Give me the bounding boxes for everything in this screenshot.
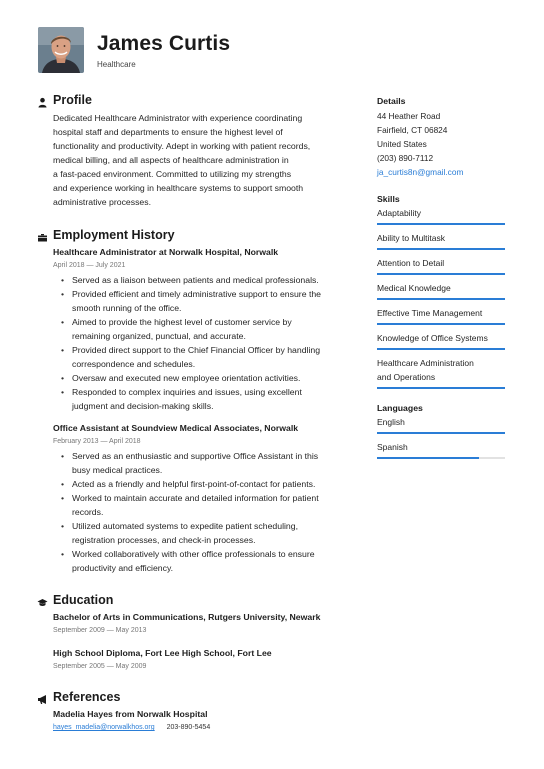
reference-name: Madelia Hayes from Norwalk Hospital bbox=[53, 709, 208, 719]
job-dates: February 2013 — April 2018 bbox=[53, 438, 141, 445]
skill-level-fill bbox=[377, 323, 505, 325]
reference-email-link[interactable]: hayes_madelia@norwalkhos.org bbox=[53, 724, 155, 731]
bullet-line: • Acted as a friendly and helpful first-point-of-contact for patients. bbox=[72, 479, 316, 489]
bullet-line: • Utilized automated systems to expedite patient scheduling, bbox=[72, 521, 299, 531]
employment-section bbox=[37, 227, 355, 575]
skill-level-fill bbox=[377, 348, 505, 350]
bullet-line: • Provided efficient and timely administrative support to ensure the bbox=[72, 289, 322, 299]
bullet-line: • Responded to complex inquiries and issues, using excellent bbox=[72, 387, 302, 397]
skill-label: Knowledge of Office Systems bbox=[377, 333, 488, 343]
skill-level-bar bbox=[377, 298, 505, 300]
skill-level-bar bbox=[377, 223, 505, 225]
skill-item bbox=[377, 306, 505, 325]
list-item bbox=[72, 519, 355, 547]
skill-level-fill bbox=[377, 298, 505, 300]
employment-title: Employment History bbox=[53, 228, 175, 242]
details-section bbox=[377, 95, 505, 179]
bullet-line: busy medical practices. bbox=[72, 465, 163, 475]
profile-line: and experience working in healthcare systems to support smooth bbox=[53, 183, 304, 193]
education-entry bbox=[37, 611, 355, 636]
skills-title: Skills bbox=[377, 194, 400, 204]
profile-section bbox=[37, 92, 355, 209]
graduation-cap-icon bbox=[37, 595, 48, 606]
city-line: Fairfield, CT 06824 bbox=[377, 125, 448, 135]
skill-level-bar bbox=[377, 323, 505, 325]
job-duties bbox=[72, 273, 355, 413]
resume-header bbox=[38, 27, 230, 73]
skill-level-bar bbox=[377, 387, 505, 389]
bullet-line: smooth running of the office. bbox=[72, 303, 182, 313]
list-item bbox=[72, 343, 355, 371]
bullet-line: productivity and efficiency. bbox=[72, 563, 174, 573]
address-line: 44 Heather Road bbox=[377, 111, 441, 121]
country-line: United States bbox=[377, 139, 427, 149]
job-dates: April 2018 — July 2021 bbox=[53, 262, 126, 269]
profile-summary bbox=[53, 111, 355, 209]
list-item bbox=[72, 477, 355, 491]
skill-label: Adaptability bbox=[377, 208, 421, 218]
bullet-line: remaining organized, punctual, and accurate. bbox=[72, 331, 246, 341]
candidate-name: James Curtis bbox=[97, 32, 231, 55]
list-item bbox=[72, 287, 355, 315]
profile-title: Profile bbox=[53, 93, 92, 107]
skill-item bbox=[377, 356, 505, 389]
education-title: Education bbox=[53, 593, 114, 607]
skill-level-bar bbox=[377, 248, 505, 250]
language-item bbox=[377, 440, 505, 459]
education-section bbox=[37, 592, 355, 672]
job-entry bbox=[37, 422, 355, 575]
profile-line: a fast-paced environment. Committed to utilizing my strengths bbox=[53, 169, 292, 179]
education-dates: September 2009 — May 2013 bbox=[53, 627, 147, 634]
job-title: Office Assistant at Soundview Medical Associates, Norwalk bbox=[53, 423, 299, 433]
list-item bbox=[72, 385, 355, 413]
bullet-line: • Aimed to provide the highest level of customer service by bbox=[72, 317, 292, 327]
reference-contact bbox=[53, 722, 355, 733]
briefcase-icon bbox=[37, 230, 48, 241]
bullet-line: • Served as an enthusiastic and supportive Office Assistant in this bbox=[72, 451, 319, 461]
skill-item bbox=[377, 256, 505, 275]
skill-level-bar bbox=[377, 348, 505, 350]
profile-line: hospital staff and departments to ensure the highest level of bbox=[53, 127, 283, 137]
education-dates: September 2005 — May 2009 bbox=[53, 663, 147, 670]
profile-photo bbox=[38, 27, 84, 73]
language-label: Spanish bbox=[377, 442, 408, 452]
skill-label: Medical Knowledge bbox=[377, 283, 451, 293]
phone-line: (203) 890-7112 bbox=[377, 153, 434, 163]
list-item bbox=[72, 547, 355, 575]
reference-phone: 203-890-5454 bbox=[166, 724, 211, 731]
language-label: English bbox=[377, 417, 405, 427]
profile-line: administrative processes. bbox=[53, 197, 152, 207]
person-icon bbox=[37, 95, 48, 106]
skill-level-fill bbox=[377, 248, 505, 250]
job-entry bbox=[37, 246, 355, 413]
skill-level-fill bbox=[377, 223, 505, 225]
profile-line: functionality and productivity. Adept in working with patient records, bbox=[53, 141, 311, 151]
language-level-bar bbox=[377, 432, 505, 434]
skill-label: Ability to Multitask bbox=[377, 233, 446, 243]
skill-label: Effective Time Management bbox=[377, 308, 483, 318]
degree-title: Bachelor of Arts in Communications, Rutgers University, Newark bbox=[53, 612, 321, 622]
skills-section bbox=[377, 193, 505, 389]
skill-level-fill bbox=[377, 387, 505, 389]
language-level-fill bbox=[377, 432, 505, 434]
sidebar-column bbox=[377, 95, 505, 465]
bullet-line: • Oversaw and executed new employee orientation activities. bbox=[72, 373, 301, 383]
email-link[interactable]: ja_curtis8n@gmail.com bbox=[377, 167, 464, 177]
list-item bbox=[72, 273, 355, 287]
references-title: References bbox=[53, 690, 121, 704]
skill-label: Healthcare Administration bbox=[377, 358, 474, 368]
bullet-line: correspondence and schedules. bbox=[72, 359, 196, 369]
details-title: Details bbox=[377, 96, 406, 106]
profile-line: Dedicated Healthcare Administrator with experience coordinating bbox=[53, 113, 303, 123]
profile-line: medical billing, and all aspects of healthcare administration in bbox=[53, 155, 289, 165]
bullet-line: • Served as a liaison between patients and medical professionals. bbox=[72, 275, 319, 285]
skill-label: and Operations bbox=[377, 372, 436, 382]
skill-label: Attention to Detail bbox=[377, 258, 445, 268]
job-title: Healthcare Administrator at Norwalk Hospital, Norwalk bbox=[53, 247, 279, 257]
bullet-line: • Worked to maintain accurate and detailed information for patient bbox=[72, 493, 319, 503]
education-entry bbox=[37, 647, 355, 672]
bullet-line: records. bbox=[72, 507, 104, 517]
language-level-fill bbox=[377, 457, 479, 459]
job-duties bbox=[72, 449, 355, 575]
languages-section bbox=[377, 402, 505, 459]
bullet-line: • Worked collaboratively with other office professionals to ensure bbox=[72, 549, 315, 559]
skill-item bbox=[377, 206, 505, 225]
skill-level-fill bbox=[377, 273, 505, 275]
references-section bbox=[37, 689, 355, 733]
language-item bbox=[377, 415, 505, 434]
main-column bbox=[37, 92, 355, 733]
bullet-line: • Provided direct support to the Chief Financial Officer by handling bbox=[72, 345, 321, 355]
skill-item bbox=[377, 331, 505, 350]
degree-title: High School Diploma, Fort Lee High School, Fort Lee bbox=[53, 648, 272, 658]
candidate-role: Healthcare bbox=[97, 60, 136, 69]
skill-item bbox=[377, 281, 505, 300]
list-item bbox=[72, 371, 355, 385]
languages-title: Languages bbox=[377, 403, 423, 413]
list-item bbox=[72, 315, 355, 343]
list-item bbox=[72, 449, 355, 477]
language-level-bar bbox=[377, 457, 505, 459]
skill-item bbox=[377, 231, 505, 250]
bullet-line: judgment and decision-making skills. bbox=[72, 401, 214, 411]
bullet-line: registration processes, and check-in processes. bbox=[72, 535, 256, 545]
list-item bbox=[72, 491, 355, 519]
megaphone-icon bbox=[37, 692, 48, 703]
skill-level-bar bbox=[377, 273, 505, 275]
